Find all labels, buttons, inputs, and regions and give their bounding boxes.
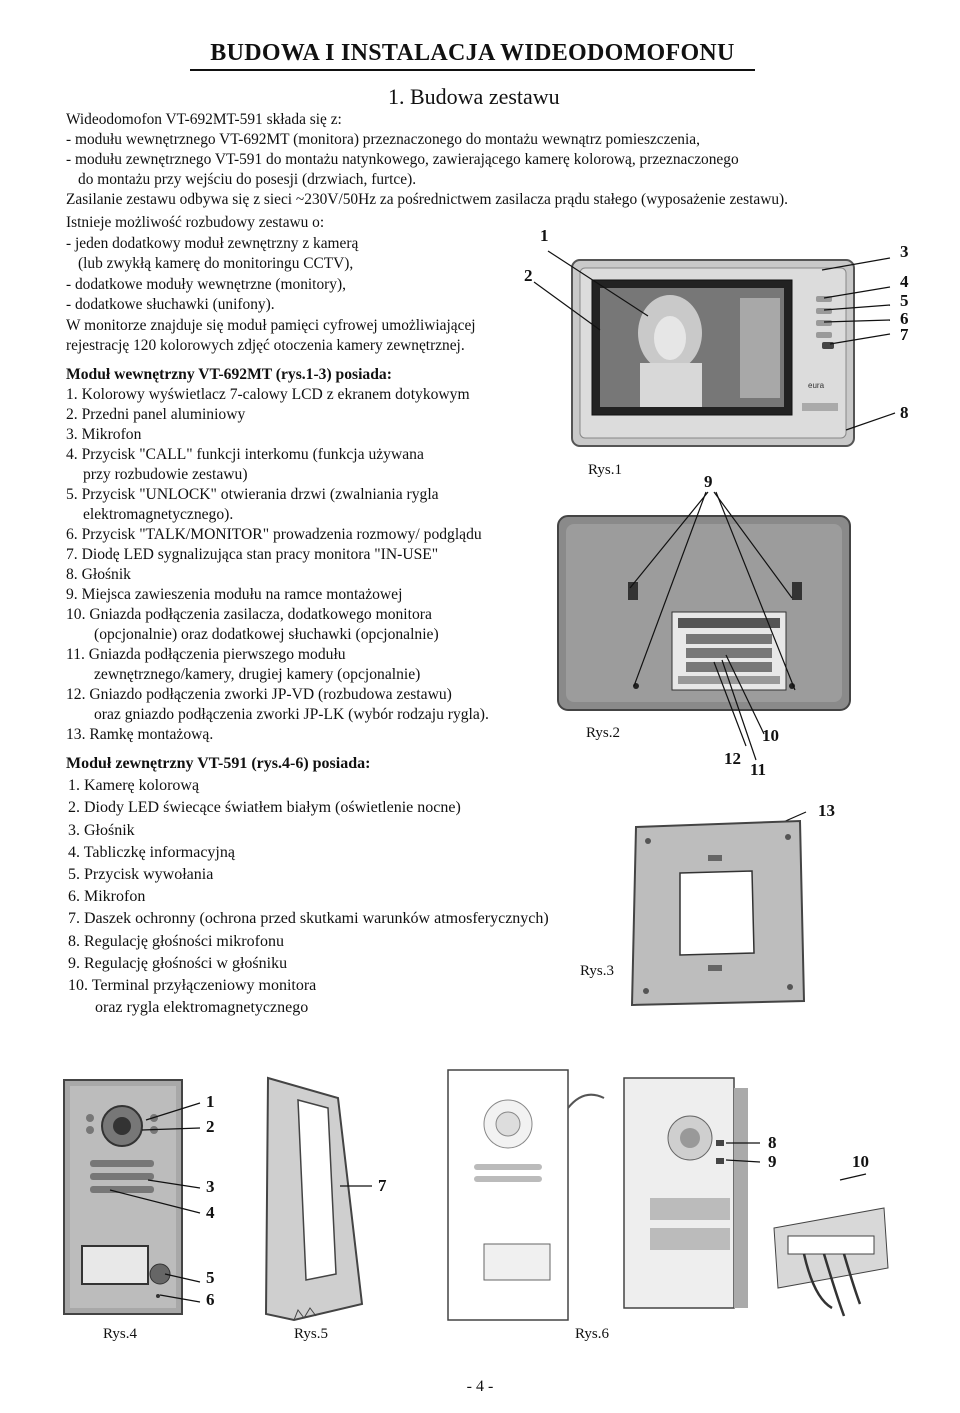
expansion-line: rejestrację 120 kolorowych zdjęć otoczenia kamery zewnętrznej.: [66, 337, 465, 354]
intro-line: - modułu zewnętrznego VT-591 do montażu natynkowego, zawierającego kamerę kolorową, przeznaczonego: [66, 151, 739, 168]
list-item: 7. Diodę LED sygnalizująca stan pracy monitora "IN-USE": [66, 546, 439, 563]
callout-label: 10: [762, 726, 779, 745]
monitor-brand: eura: [808, 381, 825, 390]
callout-label: 11: [750, 760, 767, 779]
list-item: 5. Przycisk "UNLOCK" otwierania drzwi (zwalniania rygla: [66, 486, 439, 503]
list-item: 9. Miejsca zawieszenia modułu na ramce montażowej: [66, 586, 403, 603]
callout-label: 6: [206, 1290, 215, 1309]
callout-label: 1: [206, 1092, 215, 1111]
callout-label: 1: [540, 226, 549, 245]
figure-caption: Rys.6: [575, 1326, 609, 1342]
list-item: 3. Mikrofon: [66, 426, 142, 443]
list-item-continuation: zewnętrznego/kamery, drugiej kamery (opcjonalnie): [94, 666, 421, 683]
callout-label: 5: [900, 291, 909, 310]
page-number: - 4 -: [466, 1378, 494, 1395]
figure-caption: Rys.2: [586, 725, 620, 741]
expansion-line: Istnieje możliwość rozbudowy zestawu o:: [66, 214, 325, 231]
callout-label: 10: [852, 1152, 869, 1171]
callout-label: 7: [900, 325, 909, 344]
callout-label: 2: [206, 1117, 215, 1136]
list-item-continuation: oraz gniazdo podłączenia zworki JP-LK (wybór rodzaju rygla).: [94, 706, 489, 723]
callout-label: 8: [768, 1133, 777, 1152]
callout-label: 8: [900, 403, 909, 422]
expansion-line: - dodatkowe moduły wewnętrzne (monitory),: [66, 275, 346, 293]
list-item: 11. Gniazda podłączenia pierwszego modułu: [66, 646, 346, 663]
section-title: 1. Budowa zestawu: [388, 84, 560, 109]
callout-label: 9: [704, 472, 713, 491]
list-item: 5. Przycisk wywołania: [68, 866, 214, 884]
list-item: 4. Tabliczkę informacyjną: [68, 843, 235, 861]
list-item: 2. Diody LED świecące światłem białym (oświetlenie nocne): [68, 799, 461, 817]
callout-label: 2: [524, 266, 533, 285]
callout-label: 4: [900, 272, 909, 291]
list-item: 8. Głośnik: [66, 566, 131, 583]
internal-module-heading: Moduł wewnętrzny VT-692MT (rys.1-3) posiada:: [66, 366, 392, 383]
expansion-line: (lub zwykłą kamerę do monitoringu CCTV),: [78, 255, 354, 272]
expansion-line: - dodatkowe słuchawki (unifony).: [66, 296, 275, 313]
callout-label: 12: [724, 749, 741, 768]
list-item: 1. Kolorowy wyświetlacz 7-calowy LCD z ekranem dotykowym: [66, 386, 470, 403]
list-item: 12. Gniazdo podłączenia zworki JP-VD (rozbudowa zestawu): [66, 686, 452, 703]
list-item: 8. Regulację głośności mikrofonu: [68, 932, 284, 950]
list-item: 9. Regulację głośności w głośniku: [68, 954, 288, 972]
list-item-continuation: (opcjonalnie) oraz dodatkowej słuchawki (opcjonalnie): [94, 626, 439, 643]
list-item: 4. Przycisk "CALL" funkcji interkomu (funkcja używana: [66, 446, 424, 463]
external-module-heading: Moduł zewnętrzny VT-591 (rys.4-6) posiada:: [66, 755, 371, 772]
expansion-line: - jeden dodatkowy moduł zewnętrzny z kamerą: [66, 234, 359, 252]
list-item-continuation: elektromagnetycznego).: [83, 506, 234, 523]
list-item-continuation: przy rozbudowie zestawu): [83, 466, 248, 483]
intro-line: Zasilanie zestawu odbywa się z sieci ~230V/50Hz za pośrednictwem zasilacza prądu stałego (wyposażenie zestawu).: [66, 191, 788, 208]
list-item: 6. Przycisk "TALK/MONITOR" prowadzenia rozmowy/ podglądu: [66, 526, 482, 543]
callout-label: 3: [900, 242, 909, 261]
callout-label: 3: [206, 1177, 215, 1196]
callout-label: 4: [206, 1203, 215, 1222]
list-item: 10. Gniazda podłączenia zasilacza, dodatkowego monitora: [66, 606, 432, 623]
list-item: 10. Terminal przyłączeniowy monitora: [68, 977, 317, 995]
expansion-line: W monitorze znajduje się moduł pamięci cyfrowej umożliwiającej: [66, 316, 476, 334]
callout-label: 9: [768, 1152, 777, 1171]
callout-label: 13: [818, 801, 835, 820]
figure-caption: Rys.1: [588, 462, 622, 478]
list-item: 1. Kamerę kolorową: [68, 777, 200, 795]
callout-label: 5: [206, 1268, 215, 1287]
list-item-continuation: oraz rygla elektromagnetycznego: [95, 999, 309, 1017]
list-item: 6. Mikrofon: [68, 888, 146, 906]
intro-line: do montażu przy wejściu do posesji (drzwiach, furtce).: [78, 171, 417, 188]
list-item: 7. Daszek ochronny (ochrona przed skutkami warunków atmosferycznych): [68, 910, 549, 928]
callout-label: 6: [900, 309, 909, 328]
intro-line: Wideodomofon VT-692MT-591 składa się z:: [66, 111, 342, 128]
list-item: 3. Głośnik: [68, 821, 135, 839]
list-item: 2. Przedni panel aluminiowy: [66, 406, 246, 423]
list-item: 13. Ramkę montażową.: [66, 726, 214, 743]
intro-line: - modułu wewnętrznego VT-692MT (monitora) przeznaczonego do montażu wewnątrz pomieszczenia,: [66, 131, 700, 148]
figure-caption: Rys.3: [580, 963, 614, 979]
figure-caption: Rys.5: [294, 1326, 328, 1342]
figure-caption: Rys.4: [103, 1326, 137, 1342]
page-title: BUDOWA I INSTALACJA WIDEODOMOFONU: [190, 40, 755, 71]
callout-label: 7: [378, 1176, 387, 1195]
